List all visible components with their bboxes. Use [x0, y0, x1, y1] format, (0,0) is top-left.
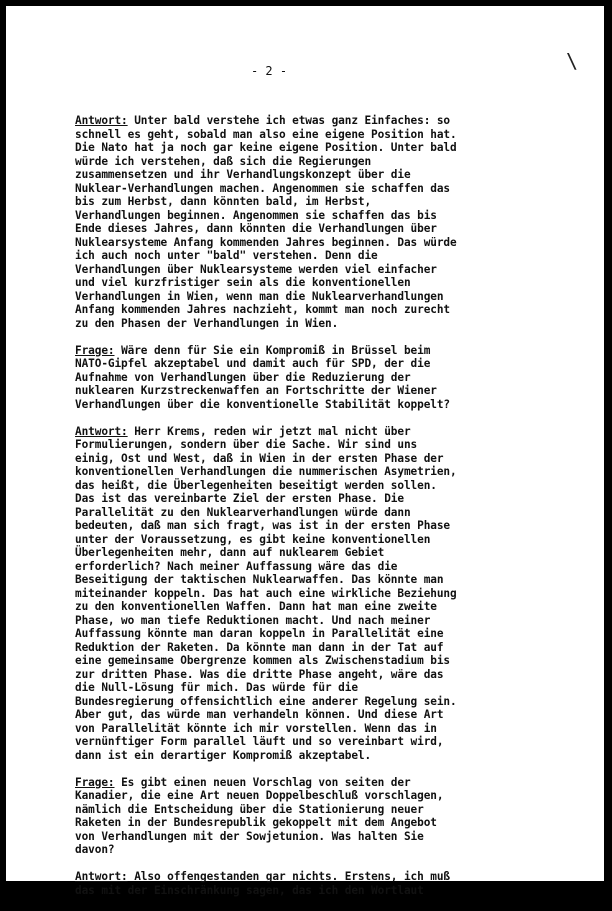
- paragraph-text: Unter bald verstehe ich etwas ganz Einfaches: so schnell es geht, sobald man also eine eigene Position hat. Die Nato hat ja noch gar keine eigene Position. Unter bald würde ich verstehen, daß sich die Regierungen zusammensetzen und ihr Verhandlungskonzept über die Nuklear-Verhandlungen machen. Angenommen sie schaffen das bis zum Herbst, dann könnten bald, im Herbst, Verhandlungen beginnen. Angenommen sie schaffen das bis Ende dieses Jahres, dann könnten die Verhandlungen über Nuklearsysteme Anfang kommenden Jahres beginnen. Das würde ich auch noch unter "bald" verstehen. Denn die Verhandlungen über Nuklearsysteme werden viel einfacher und viel kurzfristiger sein als die konventionellen Verhandlungen in Wien, wenn man die Nuklearverhandlungen Anfang kommenden Jahres nachzieht, kommt man noch zurecht zu den Phasen der Verhandlungen in Wien.: [75, 114, 457, 330]
- paragraph-text: Es gibt einen neuen Vorschlag von seiten der Kanadier, die eine Art neuen Doppelbeschluß vorschlagen, nämlich die Entscheidung über die Stationierung neuer Raketen in der Bundesrepublik gekoppelt mit dem Angebot von Verhandlungen mit der Sowjetunion. Was halten Sie davon?: [75, 775, 444, 856]
- page-number: - 2 -: [250, 64, 288, 78]
- speaker-label: Antwort:: [75, 114, 128, 127]
- paragraph-text: Wäre denn für Sie ein Kompromiß in Brüssel beim NATO-Gipfel akzeptabel und damit auch für SPD, der die Aufnahme von Verhandlungen über die Reduzierung der nuklearen Kurzstreckenwaffen an Fortschritte der Wiener Verhandlungen über die konventionelle Stabilität koppelt?: [75, 343, 451, 411]
- speaker-label: Frage:: [75, 775, 115, 789]
- paragraph-answer-1: [75, 114, 565, 330]
- paragraph-text: Also offengestanden gar nichts. Erstens, ich muß das mit der Einschränkung sagen, das ich den Wortlaut: [75, 870, 451, 897]
- speaker-label: Antwort:: [75, 424, 128, 438]
- paragraph-question-2: [75, 776, 565, 857]
- paragraph-text: Herr Krems, reden wir jetzt mal nicht über Formulierungen, sondern über die Sache. Wir sind uns einig, Ost und West, daß in Wien in der ersten Phase der konventionellen Verhandlungen die nummerischen Asymetrien, das heißt, die Überlegenheiten beseitigt werden sollen. Das ist das vereinbarte Ziel der ersten Phase. Die Parallelität zu den Nuklearverhandlungen würde dann bedeuten, daß man sich fragt, was ist in der ersten Phase unter der Voraussetzung, es gibt keine konventionellen Überlegenheiten mehr, dann auf nuklearem Gebiet erforderlich? Nach meiner Auffassung wäre das die Beseitigung der taktischen Nuklearwaffen. Das könnte man miteinander koppeln. Das hat auch eine wirkliche Beziehung zu den konventionellen Waffen. Dann hat man eine zweite Phase, wo man tiefe Reduktionen macht. Und nach meiner Auffassung könnte man daran koppeln in Parallelität eine Reduktion der Raketen. Da könnte man dann in der Tat auf eine gemeinsame Obergrenze kommen als Zwischenstadium bis zur dritten Phase. Was die dritte Phase angeht, wäre das die Null-Lösung für mich. Das würde für die Bundesregierung offensichtlich eine anderer Regelung sein. Aber gut, das würde man verhandeln können. Und diese Art von Parallelität könnte ich mir vorstellen. Wenn das in vernünftiger Form parallel läuft und so vereinbart wird, dann ist ein derartiger Kompromiß akzeptabel.: [75, 424, 457, 762]
- paragraph-question-1: [75, 344, 565, 412]
- paragraph-answer-3: [75, 870, 565, 897]
- paragraph-answer-2: [75, 425, 565, 763]
- speaker-label: Frage:: [75, 343, 115, 357]
- interview-transcript: [75, 114, 565, 911]
- document-page: [6, 6, 604, 897]
- corner-pen-mark: \: [566, 49, 579, 73]
- speaker-label: Antwort:: [75, 870, 128, 883]
